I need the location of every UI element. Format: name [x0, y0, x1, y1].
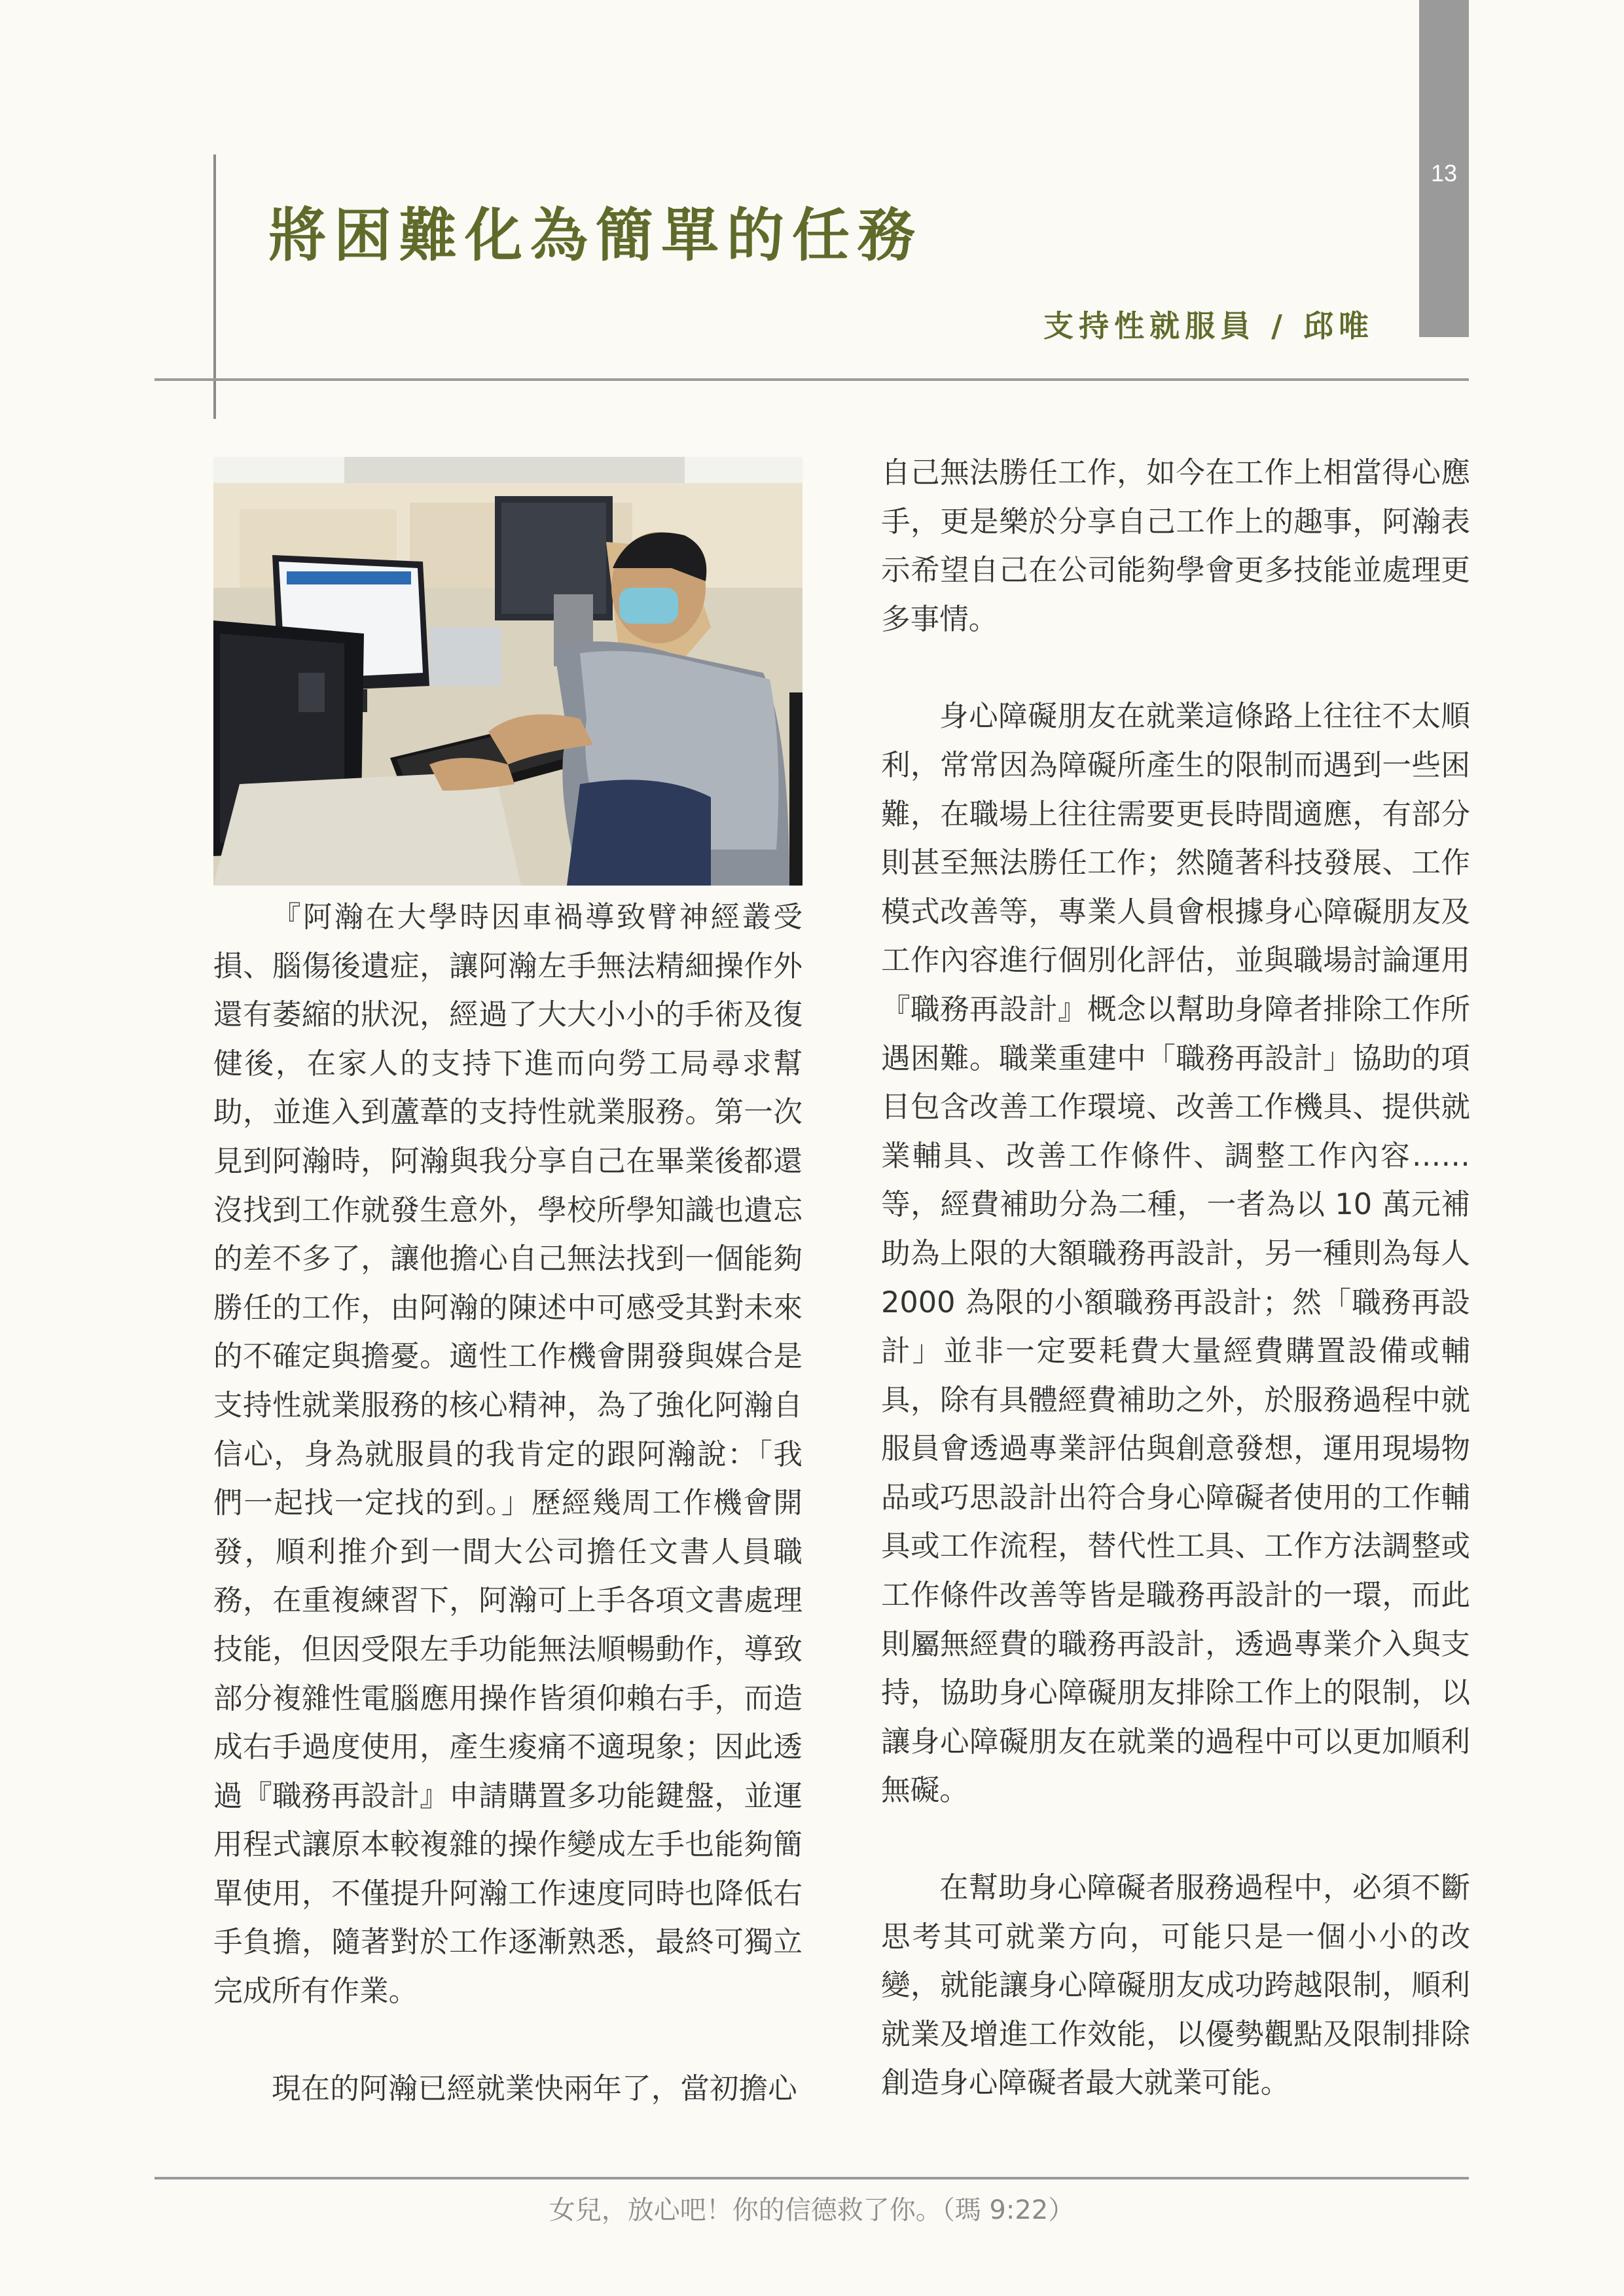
body-paragraph: 身心障礙朋友在就業這條路上往往不太順利，常常因為障礙所產生的限制而遇到一些困難，在職場上往往需要更長時間適應，有部分則甚至無法勝任工作；然隨著科技發展、工作模式改善等，專業人員會根據身心障礙朋友及工作內容進行個別化評估，並與職場討論運用『職務再設計』概念以幫助身障者排除工作所遇困難。職業重建中「職務再設計」協助的項目包含改善工作環境、改善工作機具、提供就業輔具、改善工作條件、調整工作內容……等，經費補助分為二種，一者為以 10 萬元補助為上限的大額職務再設計，另一種則為每人 2000 為限的小額職務再設計；然「職務再設計」並非一定要耗費大量經費購置設備或輔具，除有具體經費補助之外，於服務過程中就服員會透過專業評估與創意發想，運用現場物品或巧思設計出符合身心障礙者使用的工作輔具或工作流程，替代性工具、工作方法調整或工作條件改善等皆是職務再設計的一環，而此則屬無經費的職務再設計，透過專業介入與支持，協助身心障礙朋友排除工作上的限制，以讓身心障礙朋友在就業的過程中可以更加順利無礙。 — [881, 699, 1470, 1808]
header-divider — [154, 378, 1469, 381]
body-paragraph: 『阿瀚在大學時因車禍導致臂神經叢受損、腦傷後遺症，讓阿瀚左手無法精細操作外還有萎縮的狀況，經過了大大小小的手術及復健後，在家人的支持下進而向勞工局尋求幫助，並進入到蘆葦的支持性就業服務。第一次見到阿瀚時，阿瀚與我分享自己在畢業後都還沒找到工作就發生意外，學校所學知識也遺忘的差不多了，讓他擔心自己無法找到一個能夠勝任的工作，由阿瀚的陳述中可感受其對未來的不確定與擔憂。適性工作機會開發與媒合是支持性就業服務的核心精神，為了強化阿瀚自信心，身為就服員的我肯定的跟阿瀚說：「我們一起找一定找的到。」歷經幾周工作機會開發，順利推介到一間大公司擔任文書人員職務，在重複練習下，阿瀚可上手各項文書處理技能，但因受限左手功能無法順暢動作，導致部分複雜性電腦應用操作皆須仰賴右手，而造成右手過度使用，產生痠痛不適現象；因此透過『職務再設計』申請購置多功能鍵盤，並運用程式讓原本較複雜的操作變成左手也能夠簡單使用，不僅提升阿瀚工作速度同時也降低右手負擔，隨著對於工作逐漸熟悉，最終可獨立完成所有作業。 — [213, 900, 803, 2009]
left-column — [213, 893, 803, 2113]
office-photo-illustration — [213, 457, 803, 886]
right-column — [881, 448, 1470, 2108]
page-number: 13 — [1430, 160, 1458, 187]
body-paragraph: 自己無法勝任工作，如今在工作上相當得心應手，更是樂於分享自己工作上的趣事，阿瀚表示希望自己在公司能夠學會更多技能並處理更多事情。 — [881, 456, 1470, 636]
article-byline: 支持性就服員 / 邱唯 — [1043, 308, 1374, 344]
paragraph-gap — [881, 643, 1470, 692]
footer-divider — [154, 2177, 1469, 2179]
footer-quote: 女兒，放心吧！你的信德救了你。（瑪 9:22） — [549, 2195, 1075, 2225]
body-paragraph: 在幫助身心障礙者服務過程中，必須不斷思考其可就業方向，可能只是一個小小的改變，就能讓身心障礙朋友成功跨越限制，順利就業及增進工作效能，以優勢觀點及限制排除創造身心障礙者最大就業可能。 — [881, 1871, 1470, 2100]
paragraph-gap — [881, 1815, 1470, 1863]
paragraph-gap — [213, 2016, 803, 2064]
body-paragraph: 現在的阿瀚已經就業快兩年了，當初擔心 — [272, 2071, 797, 2106]
office-worker-photo — [213, 457, 803, 886]
article-title: 將困難化為簡單的任務 — [268, 202, 924, 269]
